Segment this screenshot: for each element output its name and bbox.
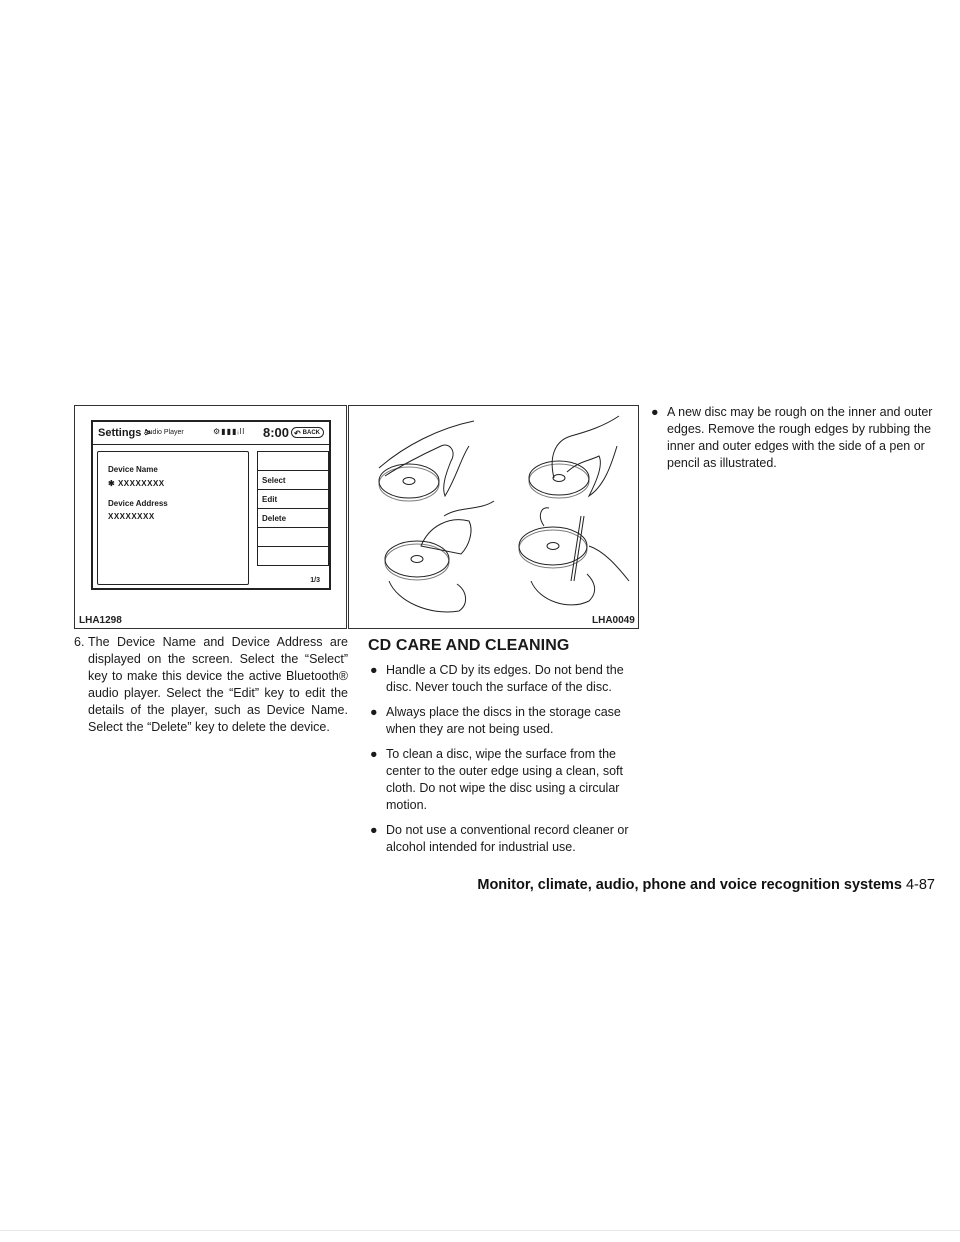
device-name-value: ✱ XXXXXXXX (108, 479, 165, 488)
bullet-icon: ● (370, 705, 378, 719)
bullet-icon: ● (370, 747, 378, 761)
clock: 8:00 (263, 425, 290, 440)
step-number: 6. (74, 635, 85, 649)
menu-blank-item (257, 528, 329, 547)
list-item: ● A new disc may be rough on the inner and outer edges. Remove the rough edges by rubbing the inner and outer edges with the side of a pen or pencil as illustrated. (651, 405, 933, 470)
device-info-panel (97, 451, 249, 585)
cd-handling-illustration-icon (349, 406, 638, 628)
screen-title: Settings > (98, 427, 151, 439)
back-arrow-icon: ↶ (294, 429, 301, 438)
screen-header (93, 422, 329, 445)
menu-blank-item (257, 452, 329, 471)
device-address-value: XXXXXXXX (108, 512, 155, 521)
bullet-icon: ● (370, 663, 378, 677)
bullet-icon: ● (370, 823, 378, 837)
delete-button[interactable]: Delete (257, 509, 329, 528)
page-indicator: 1/3 (310, 577, 320, 584)
screen-subtitle: Audio Player (144, 429, 184, 436)
figure-settings-screen (74, 405, 347, 629)
list-item: ● Handle a CD by its edges. Do not bend the disc. Never touch the surface of the disc. (370, 663, 624, 694)
list-item: ● To clean a disc, wipe the surface from the center to the outer edge using a clean, soft cloth. Do not wipe the disc using a circular motion. (370, 747, 623, 812)
back-button[interactable] (291, 427, 324, 438)
list-item: ● Always place the discs in the storage case when they are not being used. (370, 705, 621, 736)
bluetooth-icon: ✱ (108, 479, 116, 488)
edit-button[interactable]: Edit (257, 490, 329, 509)
bottom-divider (0, 1230, 960, 1231)
back-label: BACK (302, 430, 320, 436)
audio-player-screen (91, 420, 331, 590)
page-footer (477, 877, 935, 893)
menu-blank-item (257, 547, 329, 566)
bullet-icon: ● (651, 405, 659, 419)
figure-code: LHA0049 (592, 615, 635, 626)
figure-code: LHA1298 (79, 615, 122, 626)
section-heading: CD CARE AND CLEANING (368, 637, 570, 654)
page-number: 4-87 (905, 877, 935, 893)
step-text: The Device Name and Device Address are displayed on the screen. Select the “Select” key to make this device the active Bluetooth® audio player. Select the “Edit” key to edit the details of the player, such as Device Name. Select the “Delete” key to delete the device. (88, 635, 348, 734)
select-button[interactable]: Select (257, 471, 329, 490)
footer-section-title: Monitor, climate, audio, phone and voice recognition systems (477, 877, 902, 893)
cd-care-list-continued (651, 404, 937, 480)
action-menu (257, 451, 329, 567)
list-item: ● Do not use a conventional record cleaner or alcohol intended for industrial use. (370, 823, 629, 854)
cd-care-list (370, 662, 641, 864)
status-icons: ⚙▮▮▮ᵢll (213, 427, 246, 436)
step-6 (74, 634, 348, 736)
device-address-label: Device Address (108, 499, 168, 508)
device-name-label: Device Name (108, 465, 158, 474)
figure-cd-care (348, 405, 639, 629)
